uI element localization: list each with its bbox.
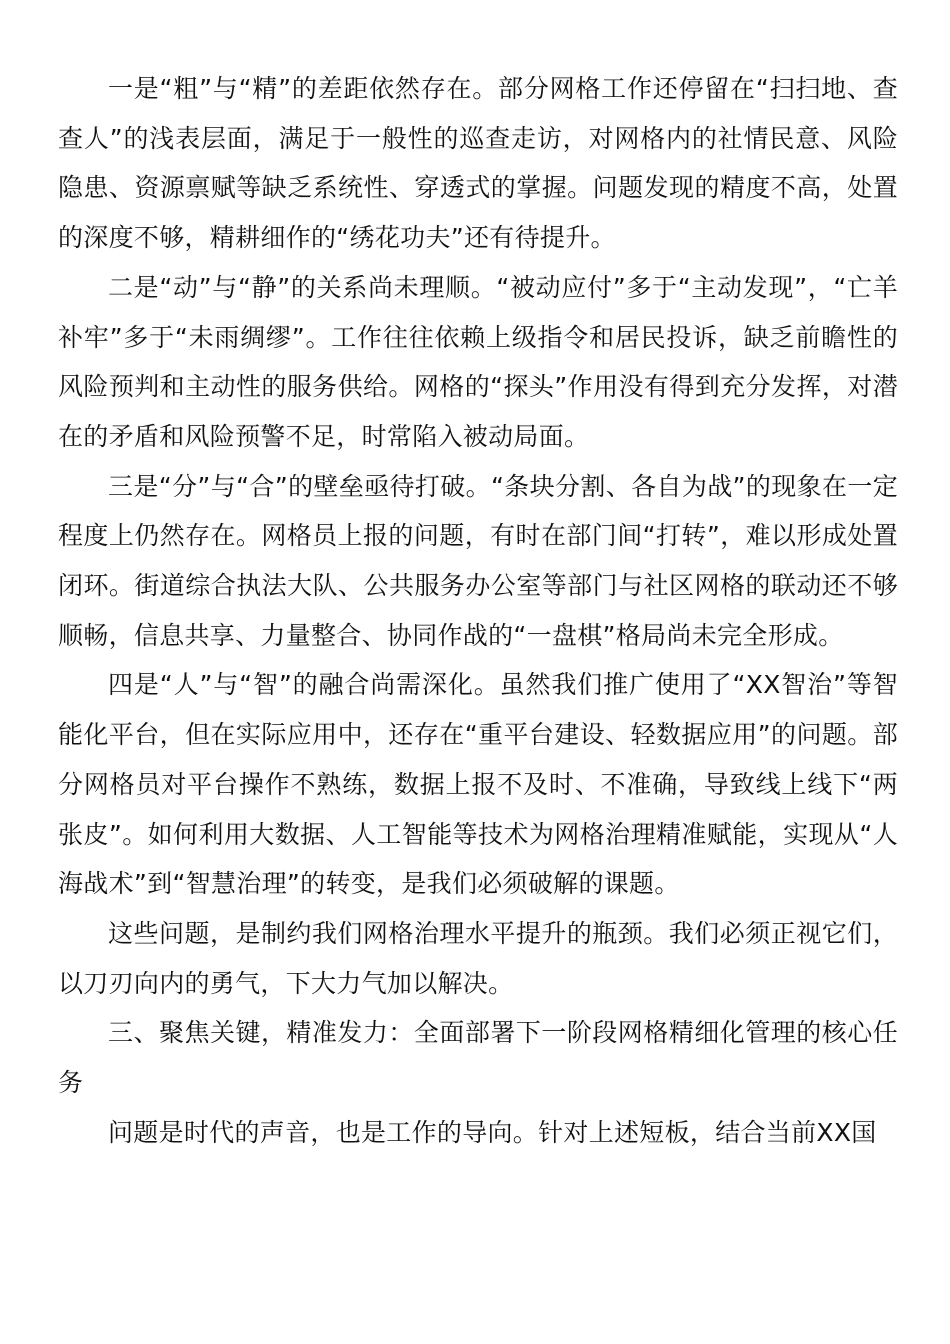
paragraph-human-vs-smart: 四是“人”与“智”的融合尚需深化。虽然我们推广使用了“XX智治”等智能化平台，但在实际应用中，还存在“重平台建设、轻数据应用”的问题。部分网格员对平台操作不熟练，数据上报不及时、不准确，导致线上线下“两张皮”。如何利用大数据、人工智能等技术为网格治理精准赋能，实现从“人海战术”到“智慧治理”的转变，是我们必须破解的课题。 [58, 670, 898, 899]
section-heading: 三、聚焦关键，精准发力：全面部署下一阶段网格精细化管理的核心任务 [58, 1018, 898, 1098]
paragraph-active-vs-passive: 二是“动”与“静”的关系尚未理顺。“被动应付”多于“主动发现”，“亡羊补牢”多于“未雨绸缪”。工作往往依赖上级指令和居民投诉，缺乏前瞻性的风险预判和主动性的服务供给。网格的“探头”作用没有得到充分发挥，对潜在的矛盾和风险预警不足，时常陷入被动局面。 [58, 272, 898, 451]
paragraph-intro-next-section: 问题是时代的声音，也是工作的导向。针对上述短板，结合当前XX国 [108, 1117, 877, 1147]
document-body [58, 64, 898, 1157]
paragraph-summary: 这些问题，是制约我们网格治理水平提升的瓶颈。我们必须正视它们，以刀刃向内的勇气，下大力气加以解决。 [58, 918, 898, 998]
paragraph-separate-vs-combined: 三是“分”与“合”的壁垒亟待打破。“条块分割、各自为战”的现象在一定程度上仍然存在。网格员上报的问题，有时在部门间“打转”，难以形成处置闭环。街道综合执法大队、公共服务办公室等部门与社区网格的联动还不够顺畅，信息共享、力量整合、协同作战的“一盘棋”格局尚未完全形成。 [58, 471, 898, 650]
paragraph-coarse-vs-fine: 一是“粗”与“精”的差距依然存在。部分网格工作还停留在“扫扫地、查查人”的浅表层面，满足于一般性的巡查走访，对网格内的社情民意、风险隐患、资源禀赋等缺乏系统性、穿透式的掌握。问题发现的精度不高，处置的深度不够，精耕细作的“绣花功夫”还有待提升。 [58, 74, 898, 253]
